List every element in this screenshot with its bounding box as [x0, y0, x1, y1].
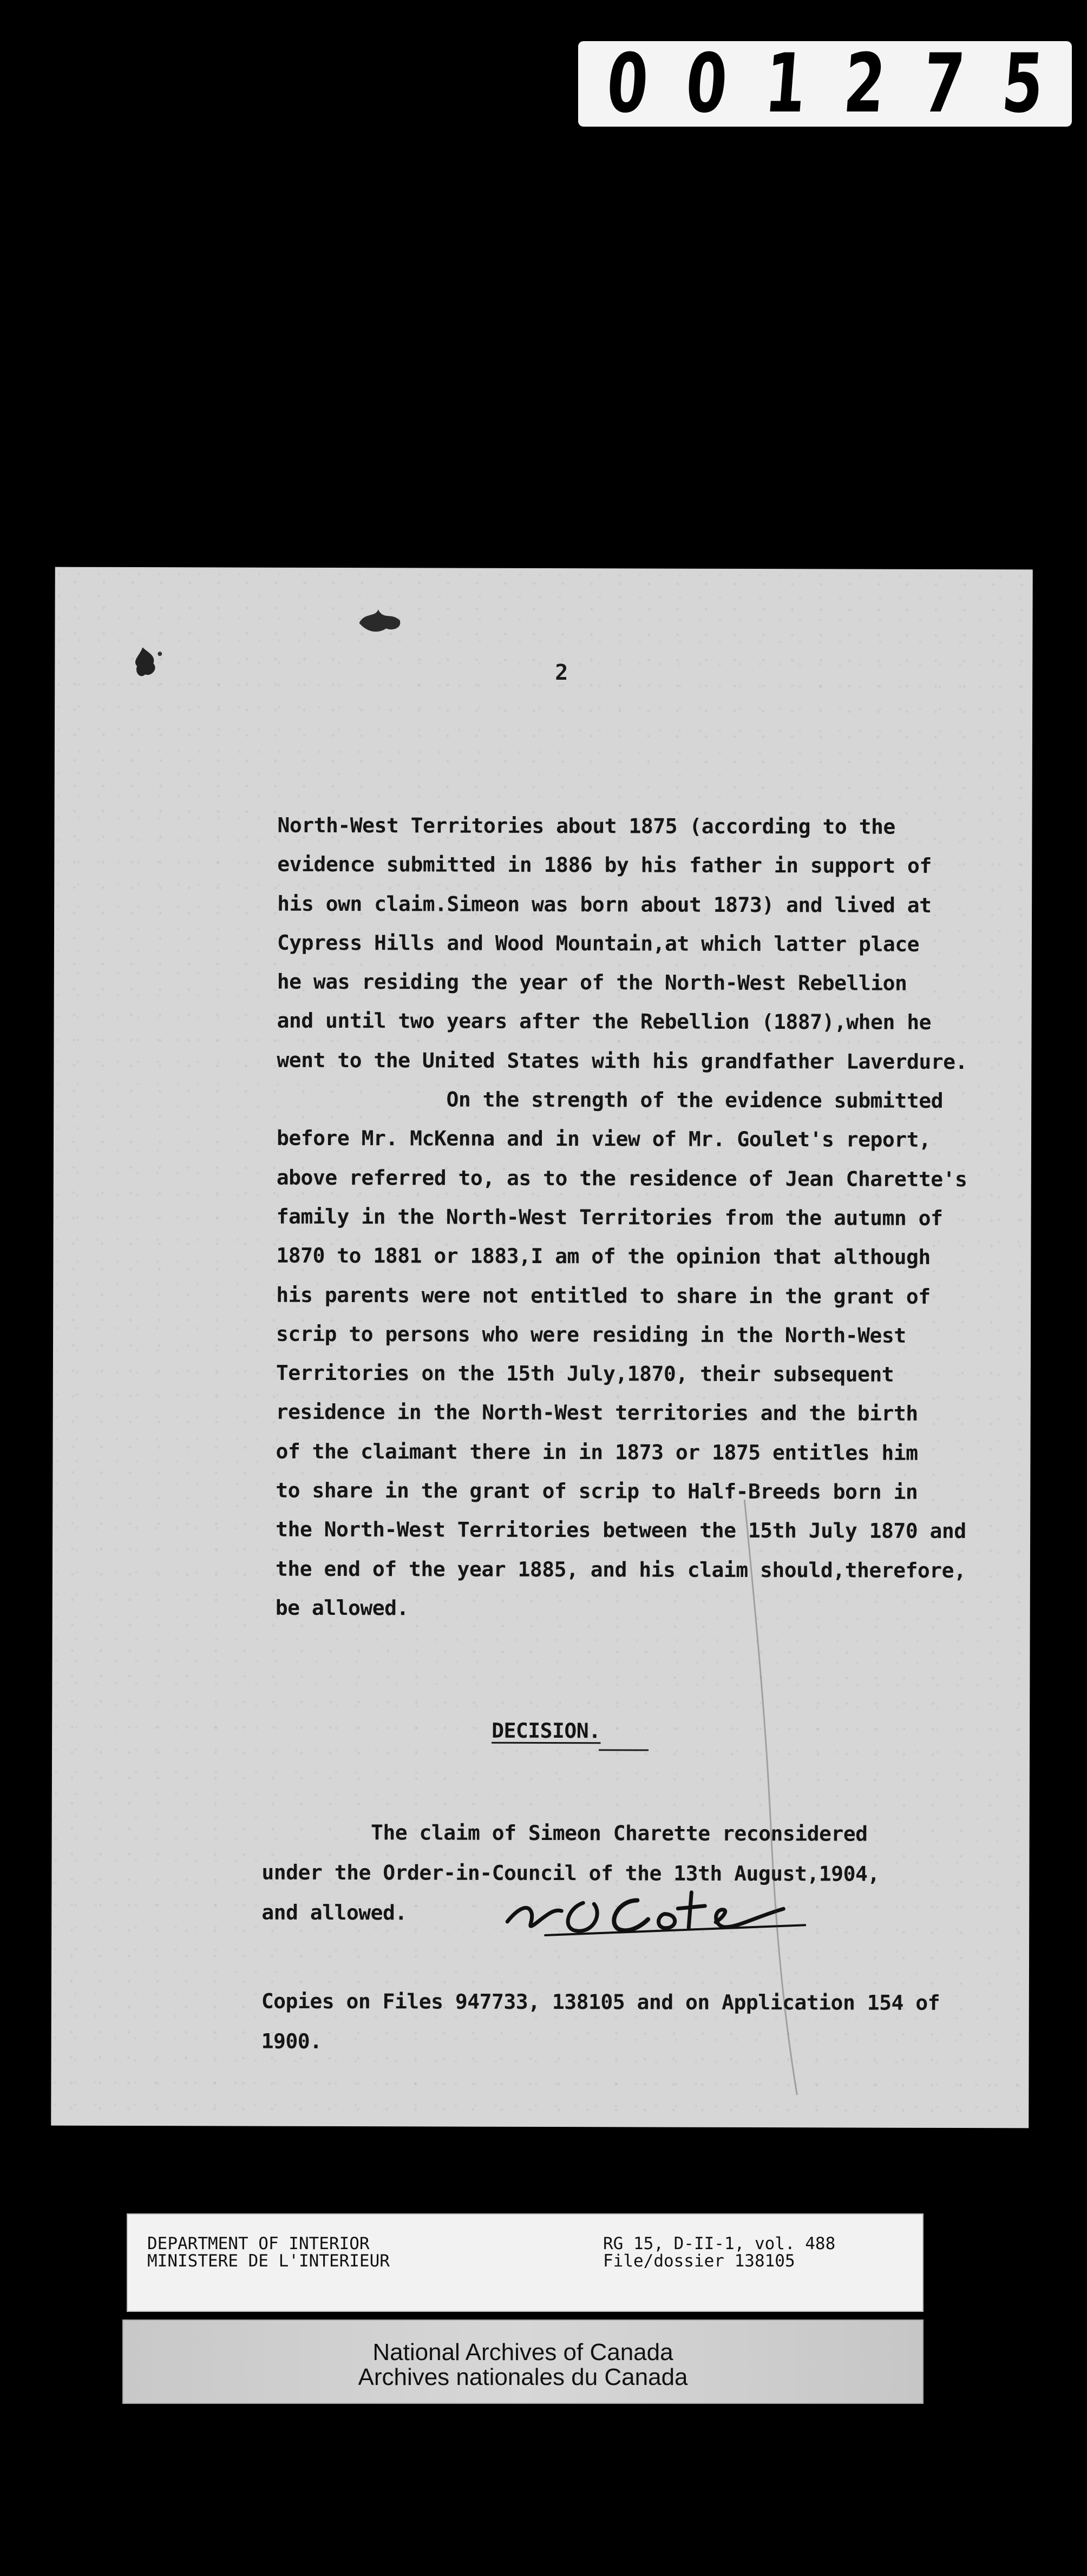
department-line-fr: MINISTERE DE L'INTERIEUR — [147, 2251, 390, 2271]
frame-digit: 0 — [682, 37, 731, 131]
text-line: and until two years after the Rebellion (1887),when he — [277, 1009, 932, 1035]
text-line: above referred to, as to the residence of Jean Charette's — [276, 1165, 967, 1191]
document-page — [51, 567, 1033, 2128]
frame-digit: 1 — [761, 37, 810, 131]
paper-crease-mark — [732, 1500, 809, 2095]
text-line: the end of the year 1885, and his claim should,therefore, — [275, 1556, 966, 1582]
text-line: residence in the North-West territories and the birth — [276, 1400, 918, 1426]
ink-smudge-mark — [353, 601, 408, 639]
text-line: be allowed. — [275, 1595, 409, 1620]
text-line: his own claim.Simeon was born about 1873) and lived at — [277, 891, 932, 917]
text-line: he was residing the year of the North-West Rebellion — [277, 969, 907, 995]
frame-digit: 7 — [919, 37, 968, 131]
decision-underline — [599, 1749, 649, 1751]
text-line: went to the United States with his grandfather Laverdure. — [277, 1048, 967, 1074]
text-line: family in the North-West Territories from the autumn of — [276, 1204, 943, 1230]
ink-blot-mark — [126, 642, 169, 685]
text-line: to share in the grant of scrip to Half-Breeds born in — [276, 1478, 918, 1504]
frame-digit: 2 — [840, 37, 889, 131]
department-names — [147, 2235, 390, 2270]
text-line: 1900. — [261, 2029, 322, 2053]
department-label — [127, 2213, 924, 2312]
frame-digit: 0 — [603, 37, 652, 131]
text-line: 1870 to 1881 or 1883,I am of the opinion that although — [276, 1243, 931, 1270]
frame-number-label — [578, 37, 1072, 131]
text-line: On the strength of the evidence submitted — [277, 1087, 944, 1113]
text-line: Cypress Hills and Wood Mountain,at which latter place — [277, 930, 920, 956]
copies-text — [261, 1981, 1019, 2064]
body-text — [276, 806, 1025, 1629]
text-line: The claim of Simeon Charette reconsidered — [261, 1820, 868, 1846]
department-line-en: DEPARTMENT OF INTERIOR — [147, 2234, 370, 2253]
archives-label — [122, 2319, 924, 2404]
text-line: under the Order-in-Council of the 13th August,1904, — [261, 1860, 880, 1886]
text-line: before Mr. McKenna and in view of Mr. Goulet's report, — [276, 1126, 931, 1152]
text-line: his parents were not entitled to share in the grant of — [276, 1283, 931, 1309]
decision-heading: DECISION. — [492, 1718, 601, 1743]
text-line: Copies on Files 947733, 138105 and on Application 154 of — [261, 1989, 940, 2015]
archives-name-en: National Archives of Canada — [372, 2339, 673, 2365]
frame-digit: 5 — [998, 37, 1047, 131]
text-line: Territories on the 15th July,1870, their subsequent — [276, 1361, 894, 1386]
text-line: and allowed. — [261, 1900, 407, 1925]
text-line: scrip to persons who were residing in the North-West — [276, 1322, 906, 1348]
archive-reference — [603, 2235, 835, 2270]
archives-name-fr: Archives nationales du Canada — [358, 2364, 688, 2390]
reference-volume: RG 15, D-II-1, vol. 488 — [603, 2234, 836, 2253]
text-line: the North-West Territories between the 15th July 1870 and — [276, 1517, 966, 1543]
text-line: of the claimant there in in 1873 or 1875 entitles him — [276, 1439, 918, 1465]
text-line: North-West Territories about 1875 (according to the — [277, 813, 895, 839]
reference-file: File/dossier 138105 — [603, 2251, 795, 2271]
text-line: evidence submitted in 1886 by his father in support of — [277, 852, 932, 878]
page-number: 2 — [555, 660, 568, 686]
